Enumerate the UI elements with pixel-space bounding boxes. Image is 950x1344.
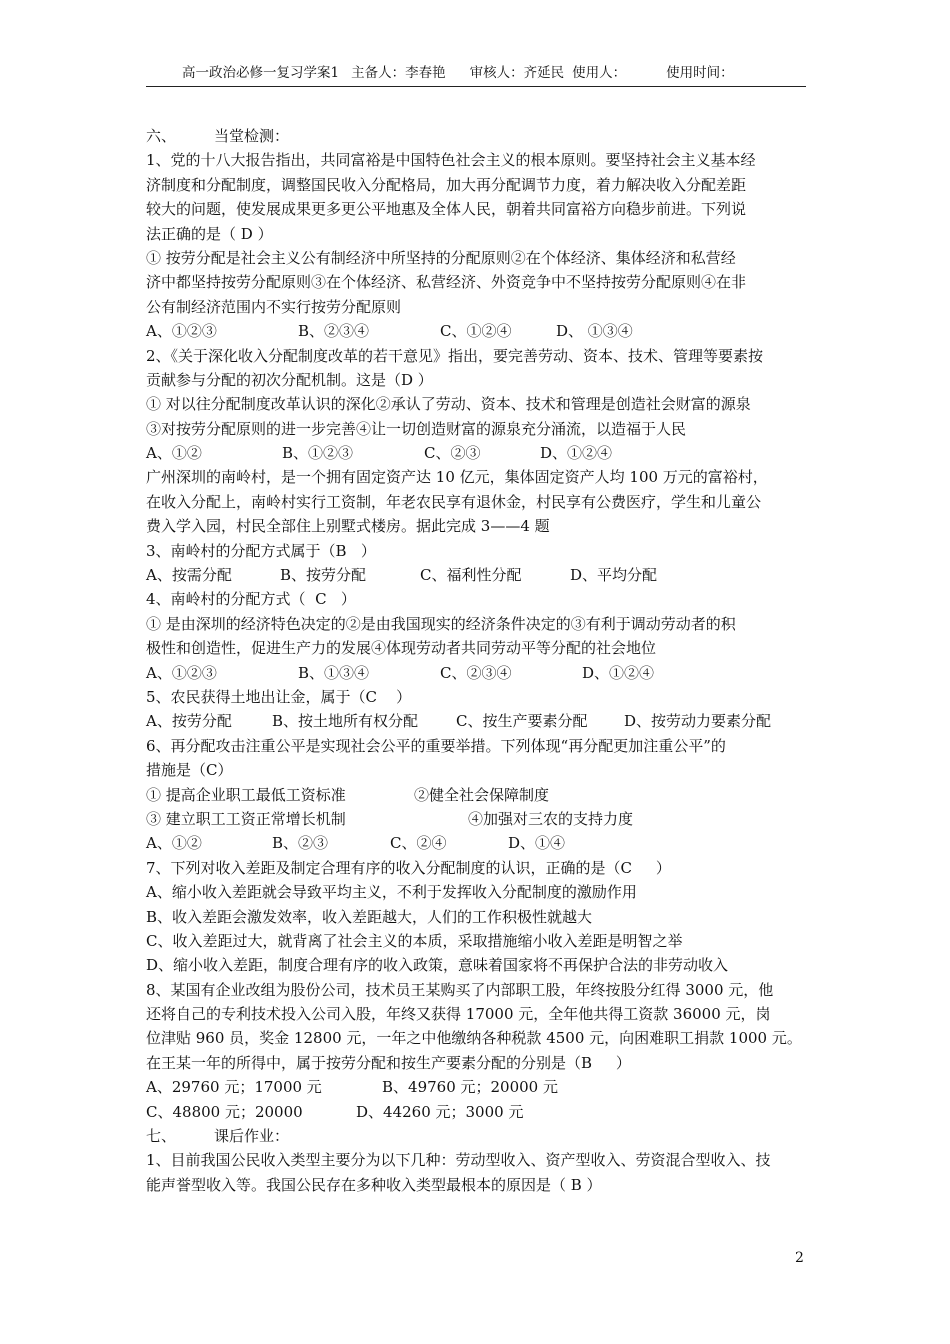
answer-options bbox=[146, 661, 811, 685]
answer-options bbox=[146, 709, 811, 733]
question-line: ③对按劳分配原则的进一步完善④让一切创造财富的源泉充分涌流，以造福于人民 bbox=[146, 419, 687, 438]
document-body bbox=[146, 124, 811, 1197]
option-b: B、按劳分配 bbox=[280, 566, 367, 585]
question-1 bbox=[146, 148, 811, 343]
question-5 bbox=[146, 685, 811, 734]
option-a: A、①② bbox=[146, 834, 202, 853]
question-line: 1、党的十八大报告指出，共同富裕是中国特色社会主义的根本原则。要坚持社会主义基本经 bbox=[146, 151, 756, 170]
question-line: 能声誉型收入等。我国公民存在多种收入类型最根本的原因是（ B ） bbox=[146, 1175, 602, 1194]
question-line: 济制度和分配制度，调整国民收入分配格局，加大再分配调节力度，着力解决收入分配差距 bbox=[146, 175, 747, 194]
answer-options bbox=[146, 319, 811, 343]
question-2 bbox=[146, 344, 811, 466]
material-line: 广州深圳的南岭村，是一个拥有固定资产达 10 亿元，集体固定资产人均 100 万元的富裕村， bbox=[146, 468, 768, 487]
question-line: 法正确的是（ D ） bbox=[146, 224, 273, 243]
question-line: 6、再分配攻击注重公平是实现社会公平的重要举措。下列体现“再分配更加注重公平”的 bbox=[146, 736, 726, 755]
answer-options bbox=[146, 831, 811, 855]
question-line: 极性和创造性，促进生产力的发展④体现劳动者共同劳动平等分配的社会地位 bbox=[146, 639, 657, 658]
section-heading-6 bbox=[146, 124, 811, 148]
section-number: 六、 bbox=[146, 127, 177, 145]
option-line: A、缩小收入差距就会导致平均主义，不利于发挥收入分配制度的激励作用 bbox=[146, 883, 637, 902]
header-reviewer: 审核人：齐延民 bbox=[469, 65, 565, 81]
question-line: 2、《关于深化收入分配制度改革的若干意见》指出，要完善劳动、资本、技术、管理等要素按 bbox=[146, 346, 764, 365]
question-4 bbox=[146, 587, 811, 685]
material-line: 在收入分配上，南岭村实行工资制，年老农民享有退休金，村民享有公费医疗，学生和儿童公 bbox=[146, 492, 762, 511]
answer-options bbox=[146, 1100, 811, 1124]
option-c: C、②④ bbox=[390, 834, 447, 853]
option-d: D、①②④ bbox=[582, 663, 655, 682]
section-title: 当堂检测： bbox=[214, 127, 290, 145]
question-stem: 3、南岭村的分配方式属于（B ） bbox=[146, 541, 376, 560]
option-a: A、按需分配 bbox=[146, 566, 232, 585]
option-b: B、②③ bbox=[272, 834, 329, 853]
option-d: D、①②④ bbox=[540, 444, 613, 463]
page-header bbox=[146, 62, 806, 87]
question-line: 位津贴 960 员，奖金 12800 元，一年之中他缴纳各种税款 4500 元，向困难职工捐款 1000 元。 bbox=[146, 1029, 802, 1048]
section-title: 课后作业： bbox=[214, 1127, 290, 1146]
question-line: 公有制经济范围内不实行按劳分配原则 bbox=[146, 297, 402, 316]
statement-4: ④加强对三农的支持力度 bbox=[468, 809, 634, 828]
option-a: A、①②③ bbox=[146, 663, 217, 682]
question-line: 济中都坚持按劳分配原则③在个体经济、私营经济、外资竞争中不坚持按劳分配原则④在非 bbox=[146, 273, 747, 292]
section-number: 七、 bbox=[146, 1127, 177, 1146]
option-c: C、按生产要素分配 bbox=[456, 712, 588, 731]
statement-row bbox=[146, 783, 811, 807]
statement-row bbox=[146, 807, 811, 831]
question-line: 1、目前我国公民收入类型主要分为以下几种：劳动型收入、资产型收入、劳资混合型收入、技 bbox=[146, 1151, 771, 1170]
option-b: B、①③④ bbox=[298, 663, 370, 682]
statement-1: ① 提高企业职工最低工资标准 bbox=[146, 785, 346, 804]
question-line: 7、下列对收入差距及制定合理有序的收入分配制度的认识，正确的是（C ） bbox=[146, 858, 671, 877]
option-c: C、①②④ bbox=[440, 322, 512, 341]
option-line: C、收入差距过大，就背离了社会主义的本质，采取措施缩小收入差距是明智之举 bbox=[146, 931, 683, 950]
option-c: C、②③ bbox=[424, 444, 481, 463]
page-number: 2 bbox=[795, 1250, 804, 1266]
question-line: 贡献参与分配的初次分配机制。这是（D ） bbox=[146, 370, 433, 389]
question-7 bbox=[146, 856, 811, 978]
question-3 bbox=[146, 539, 811, 588]
option-d: D、平均分配 bbox=[570, 566, 658, 585]
statement-3: ③ 建立职工工资正常增长机制 bbox=[146, 809, 346, 828]
question-line: ① 是由深圳的经济特色决定的②是由我国现实的经济条件决定的③有利于调动劳动者的积 bbox=[146, 614, 736, 633]
option-b: B、按土地所有权分配 bbox=[272, 712, 419, 731]
section-heading-7 bbox=[146, 1124, 811, 1148]
option-c: C、②③④ bbox=[440, 663, 512, 682]
header-course: 高一政治必修一复习学案1 bbox=[182, 65, 340, 81]
question-line: ① 对以往分配制度改革认识的深化②承认了劳动、资本、技术和管理是创造社会财富的源泉 bbox=[146, 395, 751, 414]
question-line: 4、南岭村的分配方式（ C ） bbox=[146, 590, 356, 609]
option-c: C、福利性分配 bbox=[420, 566, 522, 585]
option-a: A、①② bbox=[146, 444, 202, 463]
answer-options bbox=[146, 1075, 811, 1099]
question-line: 在王某一年的所得中，属于按劳分配和按生产要素分配的分别是（B ） bbox=[146, 1053, 631, 1072]
question-8 bbox=[146, 978, 811, 1124]
header-time: 使用时间： bbox=[666, 65, 734, 81]
option-d: D、44260 元；3000 元 bbox=[356, 1102, 524, 1121]
option-c: C、48800 元；20000 bbox=[146, 1102, 303, 1121]
option-d: D、 ①③④ bbox=[556, 322, 633, 341]
option-b: B、②③④ bbox=[298, 322, 370, 341]
option-b: B、49760 元；20000 元 bbox=[382, 1078, 558, 1097]
reading-material bbox=[146, 465, 811, 538]
option-b: B、①②③ bbox=[282, 444, 354, 463]
question-6 bbox=[146, 734, 811, 856]
question-line: ① 按劳分配是社会主义公有制经济中所坚持的分配原则②在个体经济、集体经济和私营经 bbox=[146, 248, 736, 267]
question-line: 措施是（C） bbox=[146, 761, 233, 780]
question-line: 8、某国有企业改组为股份公司，技术员王某购买了内部职工股，年终按股分红得 3000 元，他 bbox=[146, 980, 774, 999]
header-user: 使用人： bbox=[572, 65, 627, 81]
option-a: A、按劳分配 bbox=[146, 712, 232, 731]
option-line: D、缩小收入差距，制度合理有序的收入政策，意味着国家将不再保护合法的非劳动收入 bbox=[146, 956, 729, 975]
option-a: A、①②③ bbox=[146, 322, 217, 341]
homework-1 bbox=[146, 1148, 811, 1197]
answer-options bbox=[146, 441, 811, 465]
material-line: 费入学入园，村民全部住上别墅式楼房。据此完成 3——4 题 bbox=[146, 517, 550, 536]
answer-options bbox=[146, 563, 811, 587]
question-line: 较大的问题，使发展成果更多更公平地惠及全体人民，朝着共同富裕方向稳步前进。下列说 bbox=[146, 200, 747, 219]
option-line: B、收入差距会激发效率，收入差距越大，人们的工作积极性就越大 bbox=[146, 907, 593, 926]
option-a: A、29760 元；17000 元 bbox=[146, 1078, 322, 1097]
statement-2: ②健全社会保障制度 bbox=[414, 785, 550, 804]
question-stem: 5、农民获得土地出让金，属于（C ） bbox=[146, 687, 412, 706]
option-d: D、按劳动力要素分配 bbox=[624, 712, 772, 731]
question-line: 还将自己的专利技术投入公司入股，年终又获得 17000 元，全年他共得工资款 36000 元，岗 bbox=[146, 1005, 771, 1024]
option-d: D、①④ bbox=[508, 834, 566, 853]
header-preparer: 主备人：李春艳 bbox=[351, 65, 446, 81]
